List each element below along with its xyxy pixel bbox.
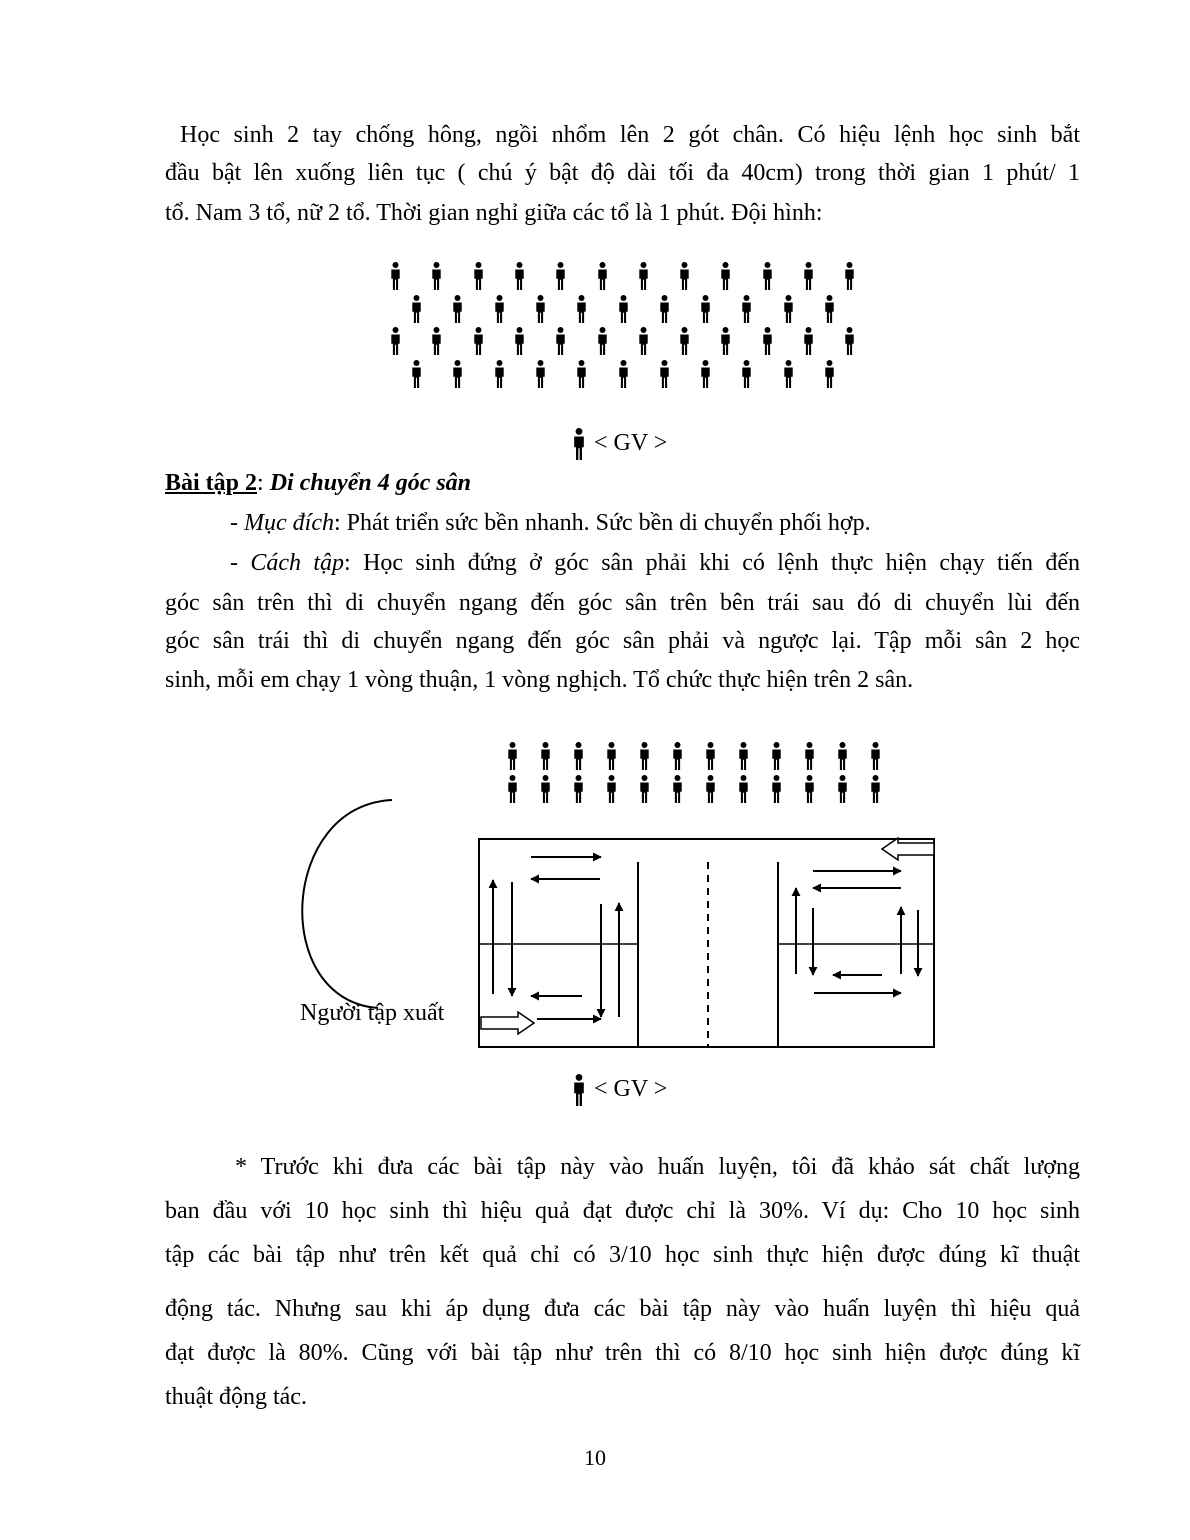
teacher-icon	[572, 428, 586, 460]
student-icon	[719, 262, 732, 290]
student-icon	[740, 360, 753, 388]
student-icon	[451, 295, 464, 323]
student-icon	[836, 742, 849, 770]
student-icon	[761, 262, 774, 290]
student-icon	[493, 360, 506, 388]
student-icon	[513, 262, 526, 290]
exercise-2-purpose: - Mục đích: Phát triển sức bền nhanh. Sức bền di chuyển phối hợp.	[230, 510, 871, 536]
student-icon	[389, 327, 402, 355]
student-icon	[389, 262, 402, 290]
teacher-marker-2	[572, 1074, 668, 1114]
exercise-2-method: - Cách tập: Học sinh đứng ở góc sân phải khi có lệnh thực hiện chạy tiến đến	[230, 550, 1080, 576]
student-icon	[823, 360, 836, 388]
student-icon	[843, 262, 856, 290]
purpose-text: : Phát triển sức bền nhanh. Sức bền di chuyển phối hợp.	[333, 510, 871, 536]
student-icon	[554, 327, 567, 355]
purpose-label: Mục đích	[244, 510, 334, 536]
student-icon	[575, 295, 588, 323]
teacher-label-1: < GV >	[594, 430, 668, 456]
student-icon	[493, 295, 506, 323]
student-icon	[782, 295, 795, 323]
student-icon	[869, 742, 882, 770]
student-icon	[719, 327, 732, 355]
student-icon	[740, 295, 753, 323]
left-court-arrows	[493, 857, 619, 1019]
conclusion-line-3: tập các bài tập như trên kết quả chỉ có 3/10 học sinh thực hiện được đúng kĩ thuật	[165, 1242, 1080, 1268]
student-icon	[451, 360, 464, 388]
conclusion-line-5: đạt được là 80%. Cũng với bài tập như trên thì có 8/10 học sinh hiện được đúng kĩ	[165, 1340, 1080, 1366]
teacher-label-2: < GV >	[594, 1076, 668, 1102]
start-point-label: Người tập xuất	[300, 1000, 445, 1026]
student-icon	[823, 295, 836, 323]
method-line-2: góc sân trên thì di chuyển ngang đến góc sân trên bên trái sau đó di chuyển lùi đến	[165, 590, 1080, 616]
student-icon	[596, 262, 609, 290]
exercise-2-label: Bài tập 2	[165, 470, 258, 496]
student-icon	[539, 742, 552, 770]
intro-line-2: đầu bật lên xuống liên tục ( chú ý bật độ dài tối đa 40cm) trong thời gian 1 phút/ 1	[165, 160, 1080, 186]
student-icon	[704, 742, 717, 770]
student-icon	[699, 295, 712, 323]
student-icon	[575, 360, 588, 388]
intro-line-3: tổ. Nam 3 tổ, nữ 2 tổ. Thời gian nghỉ giữa các tổ là 1 phút. Đội hình:	[165, 200, 823, 226]
teacher-icon	[572, 1074, 586, 1106]
student-icon	[472, 262, 485, 290]
method-label: Cách tập	[250, 550, 345, 576]
intro-line-1: Học sinh 2 tay chống hông, ngồi nhổm lên 2 gót chân. Có hiệu lệnh học sinh bắt	[180, 122, 1080, 148]
student-icon	[554, 262, 567, 290]
curved-path	[302, 800, 392, 1008]
student-icon	[513, 327, 526, 355]
right-court-arrows	[796, 871, 918, 993]
student-icon	[617, 295, 630, 323]
student-icon	[637, 327, 650, 355]
conclusion-line-6: thuật động tác.	[165, 1384, 307, 1410]
student-icon	[410, 360, 423, 388]
student-icon	[803, 742, 816, 770]
student-icon	[699, 360, 712, 388]
student-icon	[534, 360, 547, 388]
student-icon	[658, 295, 671, 323]
student-icon	[802, 262, 815, 290]
student-icon	[678, 262, 691, 290]
exercise-2-heading: Bài tập 2: Di chuyển 4 góc sân	[165, 470, 472, 496]
student-icon	[572, 742, 585, 770]
teacher-marker-1	[572, 428, 668, 468]
student-icon	[770, 742, 783, 770]
student-icon	[637, 262, 650, 290]
student-icon	[658, 360, 671, 388]
student-icon	[843, 327, 856, 355]
conclusion-line-2: ban đầu với 10 học sinh thì hiệu quả đạt được chỉ là 30%. Ví dụ: Cho 10 học sinh	[165, 1198, 1080, 1224]
student-icon	[534, 295, 547, 323]
student-icon	[782, 360, 795, 388]
student-icon	[638, 742, 651, 770]
conclusion-line-1: * Trước khi đưa các bài tập này vào huấn luyện, tôi đã khảo sát chất lượng	[235, 1154, 1080, 1180]
conclusion-line-4: động tác. Nhưng sau khi áp dụng đưa các bài tập này vào huấn luyện thì hiệu quả	[165, 1296, 1080, 1322]
student-icon	[596, 327, 609, 355]
return-hollow-arrow	[882, 838, 934, 860]
student-icon	[430, 262, 443, 290]
student-icon	[410, 295, 423, 323]
student-icon	[678, 327, 691, 355]
method-line-3: góc sân trái thì di chuyển ngang đến góc sân phải và ngược lại. Tập mỗi sân 2 học	[165, 628, 1080, 654]
student-icon	[506, 742, 519, 770]
student-icon	[671, 742, 684, 770]
student-icon	[472, 327, 485, 355]
student-icon	[617, 360, 630, 388]
student-icon	[605, 742, 618, 770]
exercise-2-title: Di chuyển 4 góc sân	[269, 470, 472, 496]
method-line-4: sinh, mỗi em chạy 1 vòng thuận, 1 vòng nghịch. Tổ chức thực hiện trên 2 sân.	[165, 667, 914, 693]
student-icon	[761, 327, 774, 355]
page-number: 10	[584, 1445, 606, 1470]
start-hollow-arrow	[481, 1012, 534, 1034]
student-icon	[737, 742, 750, 770]
student-icon	[430, 327, 443, 355]
student-icon	[802, 327, 815, 355]
method-text-1: : Học sinh đứng ở góc sân phải khi có lệnh thực hiện chạy tiến đến	[344, 550, 1080, 576]
